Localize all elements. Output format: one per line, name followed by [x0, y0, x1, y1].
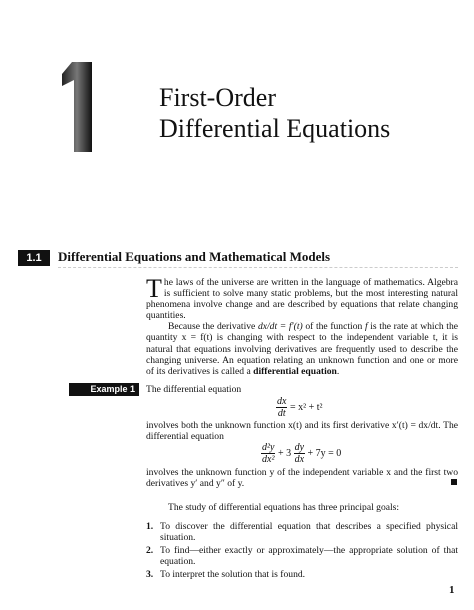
- eq2-fraction-2: [294, 442, 305, 465]
- goal-item-1: [146, 521, 458, 543]
- intro-p1-text: he laws of the universe are written in the language of mathematics. Algebra is sufficient to solve many static problems, but the most interesting natural phenomena involve change and are described by equations that relate changing quantities.: [146, 277, 458, 322]
- goal-text: To interpret the solution that is found.: [160, 569, 306, 581]
- goals-list: [146, 521, 458, 582]
- intro-text: [146, 274, 459, 377]
- goal-text: To find—either exactly or approximately—the appropriate solution of that equation.: [160, 545, 458, 568]
- goal-number: 3.: [146, 569, 154, 581]
- section-rule: [58, 267, 458, 268]
- section-number-badge: 1.1: [18, 250, 50, 266]
- example-lead: The differential equation: [146, 384, 242, 395]
- end-of-example-square-icon: [451, 479, 457, 485]
- section-title: Differential Equations and Mathematical Models: [58, 249, 331, 264]
- eq2-rhs: + 7y = 0: [307, 447, 342, 459]
- eq2-num2: dy: [294, 442, 305, 453]
- intro-paragraph-1: [146, 274, 458, 322]
- drop-cap: T: [146, 274, 162, 303]
- eq2-mid: + 3: [277, 447, 292, 459]
- p2-a: Because the derivative: [168, 321, 258, 333]
- p2-end: .: [336, 365, 340, 377]
- chapter-title: [159, 82, 390, 144]
- eq2-den: dx²: [262, 454, 275, 465]
- eq2-fraction-1: [261, 442, 275, 465]
- intro-paragraph-2: [146, 321, 458, 376]
- p2-c: is the rate at which the quantity x = f(t) is changing with respect to the independent variable t, it is natural that equations involving derivatives are frequently used to describe the changing universe. An equation relating an unknown function and one or more of its derivatives is called a: [146, 321, 459, 377]
- p2-f: f: [364, 321, 368, 333]
- chapter-title-line2: Differential Equations: [159, 114, 391, 143]
- p2-math: dx/dt = f′(t): [257, 321, 303, 333]
- eq2-den2: dx: [294, 454, 305, 465]
- chapter-title-line1: First-Order: [159, 83, 276, 112]
- goal-item-2: [146, 545, 458, 567]
- eq1-rhs: = x² + t²: [289, 401, 323, 413]
- goals-lead: The study of differential equations has three principal goals:: [168, 502, 400, 513]
- eq2-num: d²y: [262, 442, 275, 453]
- goal-number: 2.: [146, 545, 154, 557]
- eq1-fraction: [276, 396, 287, 419]
- goal-text: To discover the differential equation that describes a specified physical situation.: [160, 521, 458, 544]
- chapter-number-graphic: [62, 62, 98, 152]
- eq1-num: dx: [277, 396, 287, 407]
- term-differential-equation: differential equation: [253, 365, 337, 377]
- goal-item-3: [146, 569, 458, 580]
- eq1-den: dt: [277, 408, 286, 419]
- goal-number: 1.: [146, 521, 154, 532]
- equation-2: [261, 442, 341, 465]
- p2-b: of the function: [302, 321, 365, 333]
- example-label: Example 1: [69, 383, 139, 396]
- page-number: 1: [449, 584, 455, 596]
- equation-1: [276, 396, 323, 419]
- example-mid: involves both the unknown function x(t) and its first derivative x′(t) = dx/dt. The differential equation: [146, 420, 458, 443]
- example-end: involves the unknown function y of the independent variable x and the first two derivatives y′ and y″ of y.: [146, 467, 458, 490]
